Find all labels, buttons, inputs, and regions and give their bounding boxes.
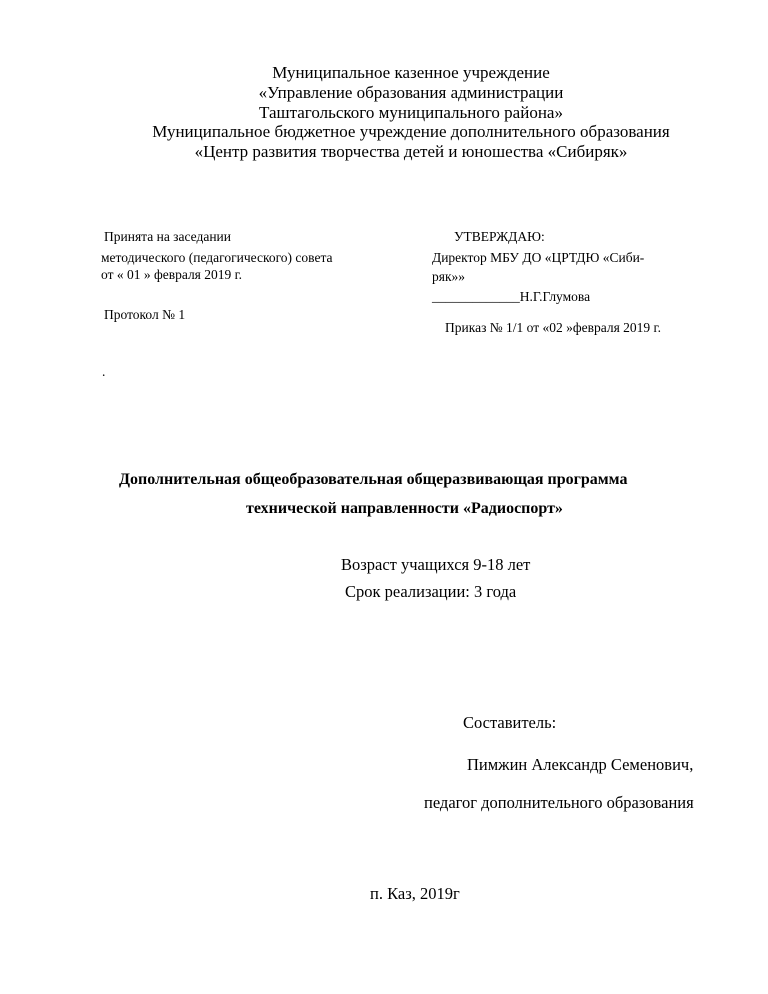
student-age: Возраст учащихся 9-18 лет <box>341 555 531 574</box>
header-institution-line-3: Таштагольского муниципального района» <box>259 103 563 122</box>
implementation-term: Срок реализации: 3 года <box>345 582 517 601</box>
author-position: педагог дополнительного образования <box>424 793 694 812</box>
header-institution-line-2: «Управление образования администрации <box>258 83 564 102</box>
program-title-line-1: Дополнительная общеобразовательная общеразвивающая программа <box>119 471 628 488</box>
author-name: Пимжин Александр Семенович, <box>467 755 694 774</box>
council-date: от « 01 » февраля 2019 г. <box>101 267 243 282</box>
methodical-council-label: методического (педагогического) совета <box>101 250 333 265</box>
approve-heading: УТВЕРЖДАЮ: <box>454 229 545 244</box>
header-institution-line-5: «Центр развития творчества детей и юношества «Сибиряк» <box>194 142 628 161</box>
director-title-line-1: Директор МБУ ДО «ЦРТДЮ «Сиби- <box>432 250 645 265</box>
program-title-line-2: технической направленности «Радиоспорт» <box>246 500 563 517</box>
adopted-at-meeting-label: Принята на заседании <box>104 229 232 244</box>
protocol-number: Протокол № 1 <box>104 307 186 322</box>
author-label: Составитель: <box>463 713 557 732</box>
director-signature-line: _____________Н.Г.Глумова <box>432 289 591 304</box>
stray-dot: . <box>102 364 106 379</box>
order-number: Приказ № 1/1 от «02 »февраля 2019 г. <box>445 320 661 335</box>
header-institution-line-4: Муниципальное бюджетное учреждение дополнительного образования <box>152 122 670 141</box>
header-institution-line-1: Муниципальное казенное учреждение <box>272 63 550 82</box>
director-title-line-2: ряк»» <box>432 269 466 284</box>
place-and-year: п. Каз, 2019г <box>370 884 460 903</box>
